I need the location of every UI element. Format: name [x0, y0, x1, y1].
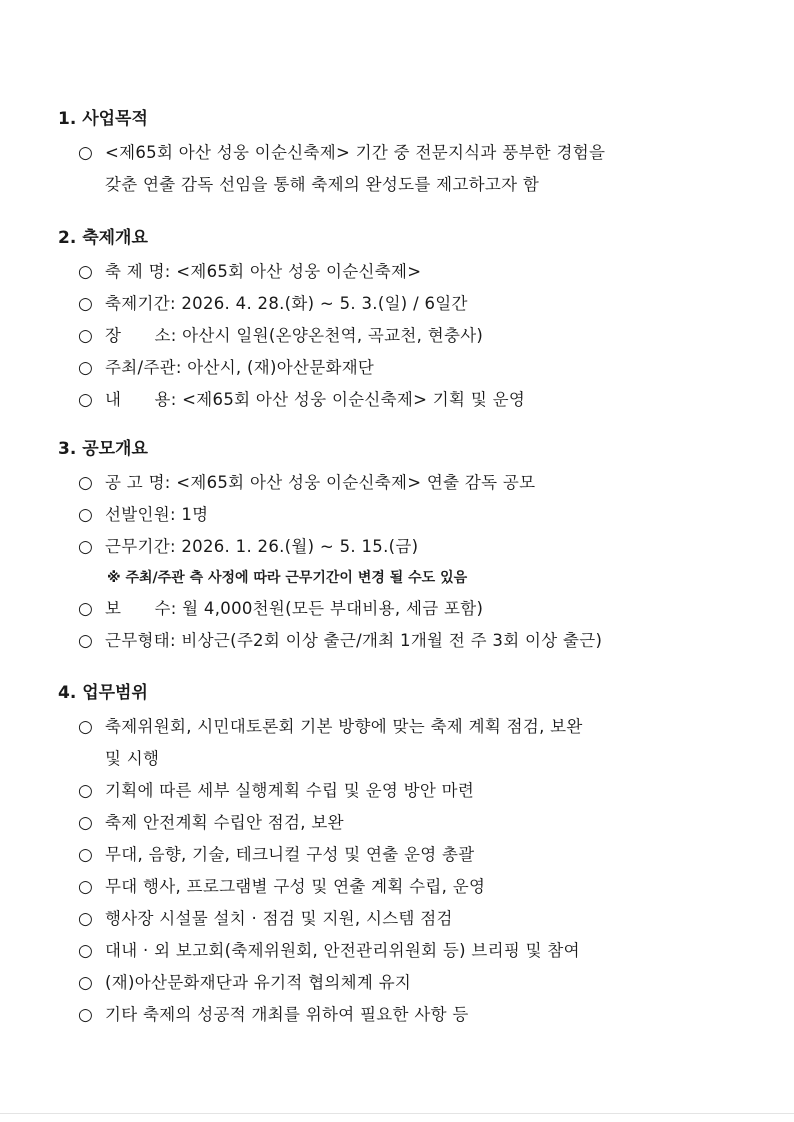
- circle-bullet-icon: ○: [78, 1005, 94, 1025]
- item-text: 공 고 명: <제65회 아산 성웅 이순신축제> 연출 감독 공모: [105, 473, 536, 492]
- circle-bullet-icon: ○: [78, 717, 94, 737]
- list-item: [58, 935, 758, 967]
- circle-bullet-icon: ○: [78, 973, 94, 993]
- section-scope-of-work: [58, 681, 758, 1031]
- circle-bullet-icon: ○: [78, 909, 94, 929]
- circle-bullet-icon: ○: [78, 473, 94, 493]
- circle-bullet-icon: ○: [78, 143, 94, 163]
- item-text-line2: 갖춘 연출 감독 선임을 통해 축제의 완성도를 제고하고자 함: [105, 175, 540, 194]
- item-text: 내 용: <제65회 아산 성웅 이순신축제> 기획 및 운영: [105, 390, 526, 409]
- list-item: [58, 499, 758, 531]
- list-item: [58, 967, 758, 999]
- list-item: [58, 288, 758, 320]
- item-text: 근무기간: 2026. 1. 26.(월) ~ 5. 15.(금): [105, 537, 419, 556]
- item-text: 무대, 음향, 기술, 테크니컬 구성 및 연출 운영 총괄: [105, 845, 475, 864]
- list-item: [58, 384, 758, 416]
- item-text: 축 제 명: <제65회 아산 성웅 이순신축제>: [105, 262, 422, 281]
- list-item: [58, 531, 758, 563]
- list-item: [58, 256, 758, 288]
- circle-bullet-icon: ○: [78, 358, 94, 378]
- list-item: [58, 137, 758, 201]
- list-item: [58, 903, 758, 935]
- work-period-note: ※ 주최/주관 측 사정에 따라 근무기간이 변경 될 수도 있음: [107, 570, 468, 586]
- circle-bullet-icon: ○: [78, 877, 94, 897]
- item-text: 주최/주관: 아산시, (재)아산문화재단: [105, 358, 375, 377]
- circle-bullet-icon: ○: [78, 941, 94, 961]
- circle-bullet-icon: ○: [78, 781, 94, 801]
- item-text: 축제기간: 2026. 4. 28.(화) ~ 5. 3.(일) / 6일간: [105, 294, 468, 313]
- circle-bullet-icon: ○: [78, 262, 94, 282]
- item-text: 무대 행사, 프로그램별 구성 및 연출 계획 수립, 운영: [105, 877, 486, 896]
- circle-bullet-icon: ○: [78, 294, 94, 314]
- item-text: 기타 축제의 성공적 개최를 위하여 필요한 사항 등: [105, 1005, 469, 1024]
- list-item: [58, 775, 758, 807]
- section-heading: 4. 업무범위: [58, 683, 148, 703]
- list-item: [58, 839, 758, 871]
- section-heading: 2. 축제개요: [58, 228, 148, 248]
- circle-bullet-icon: ○: [78, 631, 94, 651]
- section-purpose: [58, 107, 758, 201]
- item-text: (재)아산문화재단과 유기적 협의체계 유지: [105, 973, 412, 992]
- item-text: 장 소: 아산시 일원(온양온천역, 곡교천, 현충사): [105, 326, 484, 345]
- list-item: [58, 593, 758, 625]
- list-item: [58, 711, 758, 775]
- circle-bullet-icon: ○: [78, 505, 94, 525]
- item-text: 대내 · 외 보고회(축제위원회, 안전관리위원회 등) 브리핑 및 참여: [105, 941, 580, 960]
- circle-bullet-icon: ○: [78, 390, 94, 410]
- circle-bullet-icon: ○: [78, 537, 94, 557]
- item-text-line1: <제65회 아산 성웅 이순신축제> 기간 중 전문지식과 풍부한 경험을: [105, 143, 606, 162]
- list-item: [58, 467, 758, 499]
- circle-bullet-icon: ○: [78, 599, 94, 619]
- item-text: 기획에 따른 세부 실행계획 수립 및 운영 방안 마련: [105, 781, 475, 800]
- item-text: 선발인원: 1명: [105, 505, 209, 524]
- circle-bullet-icon: ○: [78, 845, 94, 865]
- section-heading: 3. 공모개요: [58, 439, 148, 459]
- list-item: [58, 999, 758, 1031]
- list-item: [58, 807, 758, 839]
- item-text-line2: 및 시행: [105, 749, 160, 768]
- list-item: [58, 352, 758, 384]
- page-bottom-edge: [0, 1113, 794, 1114]
- list-item: [58, 625, 758, 657]
- section-festival-overview: [58, 226, 758, 416]
- item-text-line1: 축제위원회, 시민대토론회 기본 방향에 맞는 축제 계획 점검, 보완: [105, 717, 583, 736]
- list-item: [58, 320, 758, 352]
- item-text: 행사장 시설물 설치 · 점검 및 지원, 시스템 점검: [105, 909, 453, 928]
- list-item: [58, 871, 758, 903]
- item-text: 근무형태: 비상근(주2회 이상 출근/개최 1개월 전 주 3회 이상 출근): [105, 631, 603, 650]
- section-heading: 1. 사업목적: [58, 109, 148, 129]
- circle-bullet-icon: ○: [78, 813, 94, 833]
- item-text: 축제 안전계획 수립안 점검, 보완: [105, 813, 344, 832]
- circle-bullet-icon: ○: [78, 326, 94, 346]
- item-text: 보 수: 월 4,000천원(모든 부대비용, 세금 포함): [105, 599, 484, 618]
- section-recruitment-overview: [58, 437, 758, 657]
